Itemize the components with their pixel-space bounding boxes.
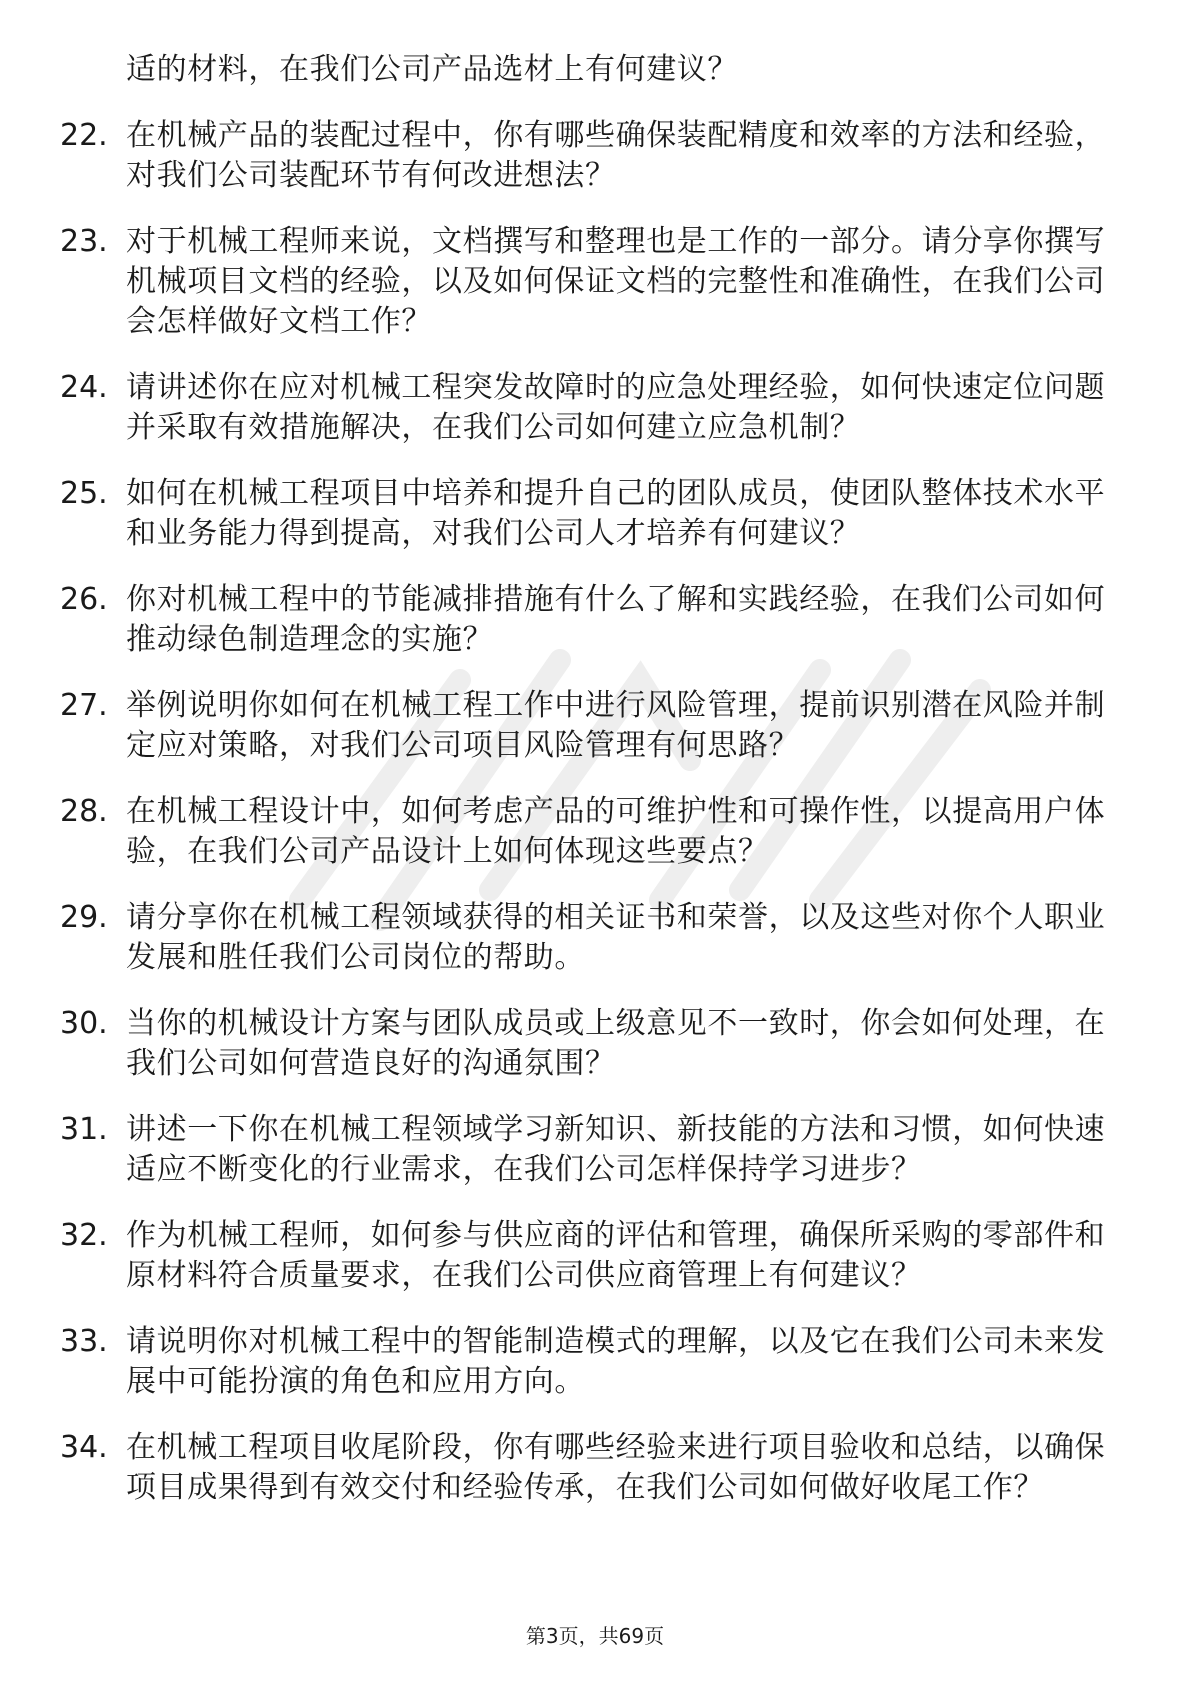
question-list (60, 50, 1110, 1534)
item-text: 在机械产品的装配过程中，你有哪些确保装配精度和效率的方法和经验，对我们公司装配环节有何改进想法？ (126, 118, 1106, 193)
item-number: 26. (60, 582, 108, 617)
continued-question-text: 适的材料，在我们公司产品选材上有何建议？ (126, 52, 738, 87)
item-number: 27. (60, 688, 108, 723)
items-container (60, 116, 1110, 1508)
item-text: 当你的机械设计方案与团队成员或上级意见不一致时，你会如何处理，在我们公司如何营造良好的沟通氛围？ (126, 1006, 1106, 1081)
list-item (60, 1004, 1110, 1084)
item-number: 30. (60, 1006, 108, 1041)
item-text: 请讲述你在应对机械工程突发故障时的应急处理经验，如何快速定位问题并采取有效措施解决，在我们公司如何建立应急机制？ (126, 370, 1106, 445)
item-number: 32. (60, 1218, 108, 1253)
list-item (60, 580, 1110, 660)
item-number: 29. (60, 900, 108, 935)
item-text: 举例说明你如何在机械工程工作中进行风险管理，提前识别潜在风险并制定应对策略，对我们公司项目风险管理有何思路？ (126, 688, 1106, 763)
item-number: 33. (60, 1324, 108, 1359)
list-item (60, 792, 1110, 872)
item-number: 23. (60, 224, 108, 259)
item-text: 作为机械工程师，如何参与供应商的评估和管理，确保所采购的零部件和原材料符合质量要求，在我们公司供应商管理上有何建议？ (126, 1218, 1106, 1293)
item-text: 你对机械工程中的节能减排措施有什么了解和实践经验，在我们公司如何推动绿色制造理念的实施？ (126, 582, 1106, 657)
list-item (60, 1110, 1110, 1190)
item-text: 对于机械工程师来说，文档撰写和整理也是工作的一部分。请分享你撰写机械项目文档的经验，以及如何保证文档的完整性和准确性，在我们公司会怎样做好文档工作？ (126, 224, 1106, 339)
item-text: 请分享你在机械工程领域获得的相关证书和荣誉，以及这些对你个人职业发展和胜任我们公司岗位的帮助。 (126, 900, 1106, 975)
item-number: 25. (60, 476, 108, 511)
list-item (60, 1322, 1110, 1402)
item-number: 34. (60, 1430, 108, 1465)
item-text: 请说明你对机械工程中的智能制造模式的理解，以及它在我们公司未来发展中可能扮演的角色和应用方向。 (126, 1324, 1106, 1399)
item-text: 讲述一下你在机械工程领域学习新知识、新技能的方法和习惯，如何快速适应不断变化的行业需求，在我们公司怎样保持学习进步？ (126, 1112, 1106, 1187)
list-item (60, 686, 1110, 766)
item-number: 22. (60, 118, 108, 153)
list-item (60, 1216, 1110, 1296)
list-item (60, 222, 1110, 342)
list-item (60, 368, 1110, 448)
list-item (60, 1428, 1110, 1508)
item-text: 在机械工程设计中，如何考虑产品的可维护性和可操作性，以提高用户体验，在我们公司产品设计上如何体现这些要点？ (126, 794, 1106, 869)
page-number-footer: 第3页，共69页 (525, 1624, 665, 1648)
item-number: 28. (60, 794, 108, 829)
item-number: 24. (60, 370, 108, 405)
list-item (60, 898, 1110, 978)
list-item (60, 474, 1110, 554)
item-text: 在机械工程项目收尾阶段，你有哪些经验来进行项目验收和总结，以确保项目成果得到有效交付和经验传承，在我们公司如何做好收尾工作？ (126, 1430, 1106, 1505)
item-number: 31. (60, 1112, 108, 1147)
list-item (60, 116, 1110, 196)
item-text: 如何在机械工程项目中培养和提升自己的团队成员，使团队整体技术水平和业务能力得到提高，对我们公司人才培养有何建议？ (126, 476, 1106, 551)
